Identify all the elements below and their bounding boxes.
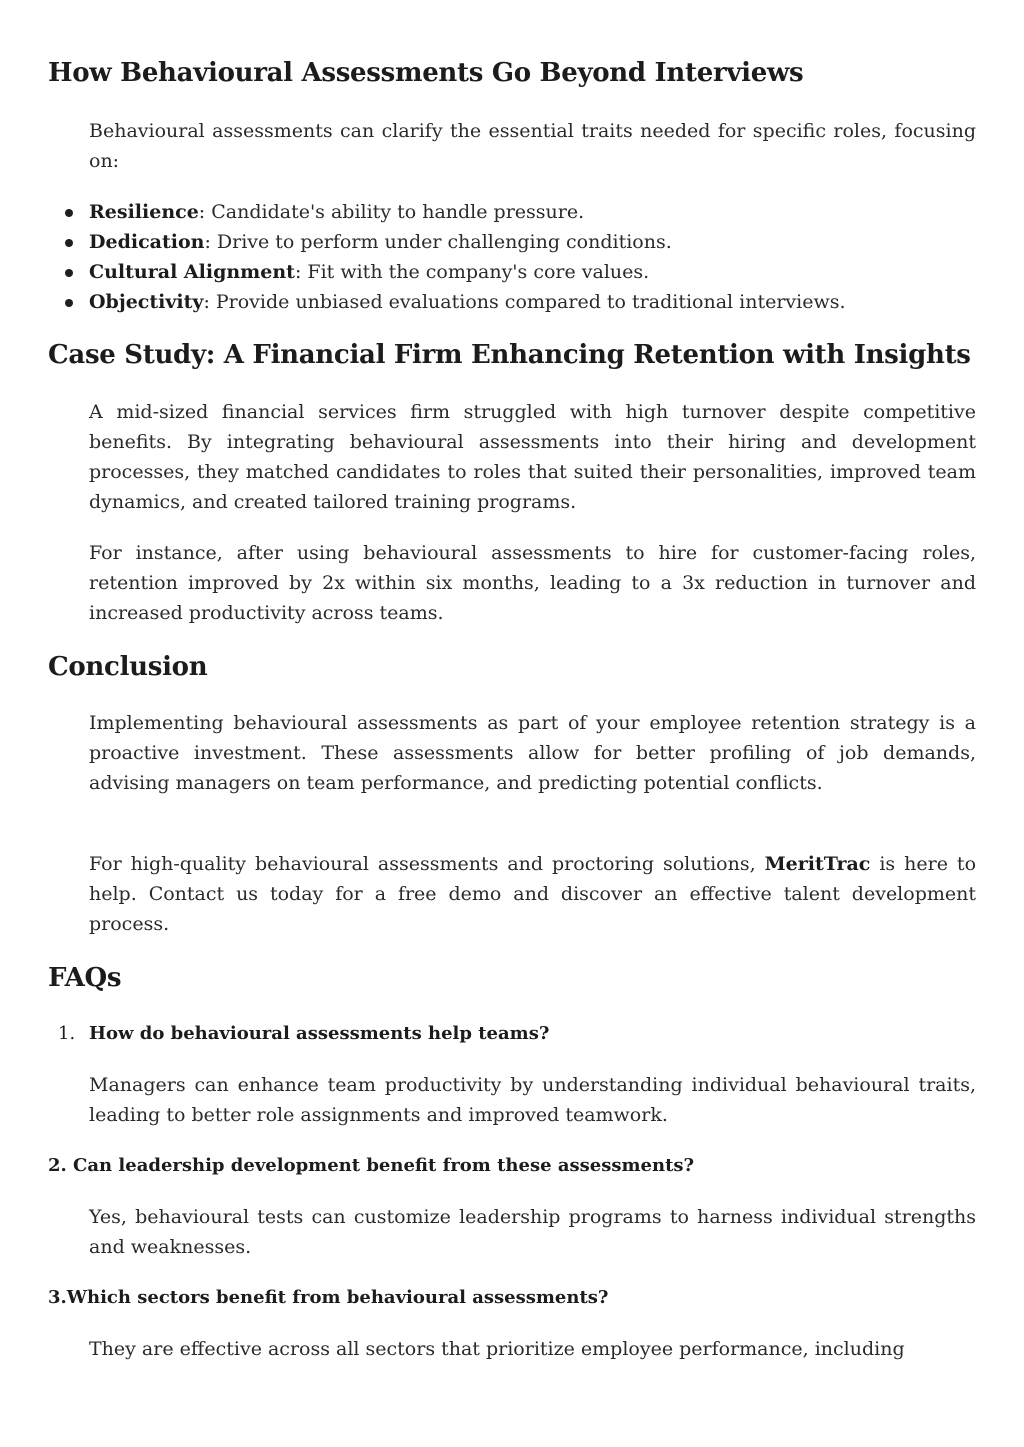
section-heading-beyond-interviews: How Behavioural Assessments Go Beyond Interviews xyxy=(48,58,804,88)
faq-number: 1. xyxy=(58,1023,76,1044)
bullet-text: : Fit with the company's core values. xyxy=(294,261,650,283)
faq-question-1 xyxy=(58,1020,976,1048)
bullet-text: : Provide unbiased evaluations compared to traditional interviews. xyxy=(203,291,846,313)
case-study-paragraph-1: A mid-sized financial services firm struggled with high turnover despite competitive benefits. By integrating behavioural assessments into their hiring and development processes, they matched candidates to roles that suited their personalities, improved team dynamics, and created tailored training programs. xyxy=(89,401,976,513)
faq-question-text: How do behavioural assessments help teams? xyxy=(89,1023,550,1044)
document-page xyxy=(48,0,977,1360)
list-item xyxy=(89,197,976,227)
section-heading-case-study: Case Study: A Financial Firm Enhancing Retention with Insights xyxy=(48,340,971,370)
beyond-intro-paragraph: Behavioural assessments can clarify the essential traits needed for specific roles, focusing on: xyxy=(89,120,976,172)
brand-name: MeritTrac xyxy=(764,853,871,875)
list-item xyxy=(89,227,976,257)
conclusion-paragraph-2 xyxy=(89,849,976,939)
bullet-term: Resilience xyxy=(89,201,199,223)
bullet-term: Cultural Alignment xyxy=(89,261,295,283)
conclusion-text-after: is here to help. Contact us today for a free demo and discover an effective talent development process. xyxy=(89,853,977,935)
bullet-text: : Candidate's ability to handle pressure. xyxy=(198,201,585,223)
case-study-paragraph-2: For instance, after using behavioural assessments to hire for customer-facing roles, retention improved by 2x within six months, leading to a 3x reduction in turnover and increased productivity across teams. xyxy=(89,542,976,624)
faq-answer-1: Managers can enhance team productivity by understanding individual behavioural traits, leading to better role assignments and improved teamwork. xyxy=(89,1074,976,1126)
bullet-term: Objectivity xyxy=(89,291,204,313)
section-heading-faqs: FAQs xyxy=(48,963,122,993)
list-item xyxy=(89,287,976,317)
bullet-term: Dedication xyxy=(89,231,205,253)
faq-question-2: 2. Can leadership development benefit from these assessments? xyxy=(48,1155,695,1176)
faq-question-3: 3.Which sectors benefit from behavioural assessments? xyxy=(48,1287,609,1308)
conclusion-paragraph-1: Implementing behavioural assessments as part of your employee retention strategy is a proactive investment. These assessments allow for better profiling of job demands, advising managers on team performance, and predicting potential conflicts. xyxy=(89,712,976,794)
conclusion-text-before: For high-quality behavioural assessments and proctoring solutions, xyxy=(89,853,765,875)
faq-answer-2: Yes, behavioural tests can customize leadership programs to harness individual strengths and weaknesses. xyxy=(89,1206,976,1258)
faq-answer-3: They are effective across all sectors that prioritize employee performance, including xyxy=(89,1338,905,1360)
section-heading-conclusion: Conclusion xyxy=(48,652,208,682)
bullet-text: : Drive to perform under challenging conditions. xyxy=(204,231,672,253)
traits-bullet-list xyxy=(48,197,976,317)
list-item xyxy=(89,257,976,287)
